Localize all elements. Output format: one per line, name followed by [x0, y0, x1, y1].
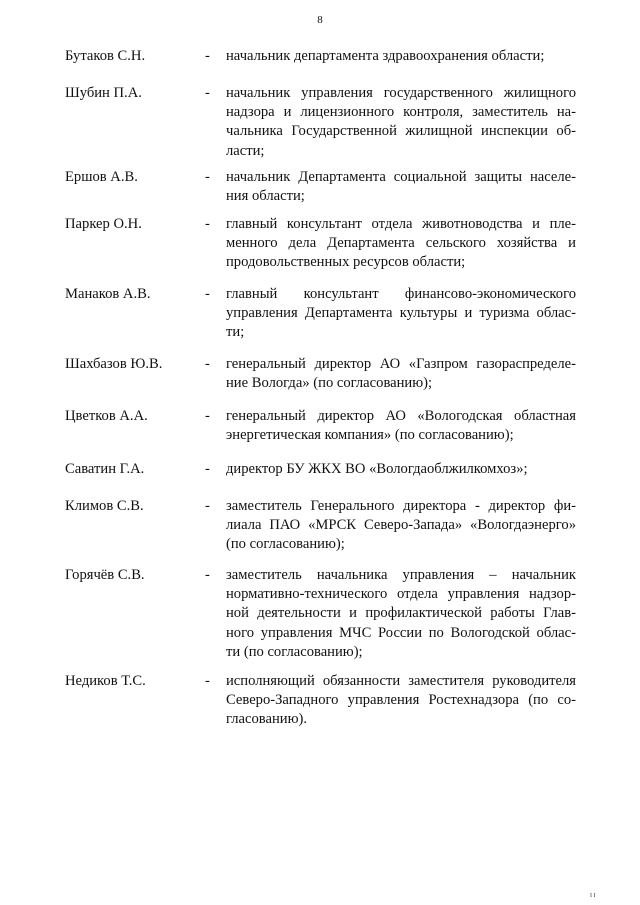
role-line: ния области;: [226, 188, 305, 205]
entry-dash: -: [205, 408, 210, 424]
role-line: ние Вологда» (по согласованию);: [226, 375, 433, 392]
entry-dash: -: [205, 48, 210, 64]
member-name: Шахбазов Ю.В.: [65, 356, 163, 372]
entry-dash: -: [205, 461, 210, 477]
member-role: [226, 168, 576, 206]
role-line: менного дела Департамента сельского хозяйства и: [226, 235, 576, 252]
member-name: Манаков А.В.: [65, 286, 151, 302]
role-line: ного управления МЧС России по Вологодской облас-: [226, 624, 576, 641]
member-role: [226, 672, 576, 730]
role-line: ти;: [226, 324, 245, 341]
member-role: [226, 47, 576, 66]
entry-dash: -: [205, 286, 210, 302]
role-line: управления Департамента культуры и туризма облас-: [226, 305, 576, 322]
role-line: начальник департамента здравоохранения области;: [226, 48, 545, 64]
role-line: гласованию).: [226, 711, 307, 728]
entry-dash: -: [205, 356, 210, 372]
entry-dash: -: [205, 567, 210, 583]
member-role: [226, 355, 576, 393]
member-name: Ершов А.В.: [65, 169, 138, 185]
page-number: 8: [317, 14, 323, 26]
corner-mark: I I: [590, 893, 596, 899]
member-name: Горячёв С.В.: [65, 567, 145, 583]
role-line: директор БУ ЖКХ ВО «Вологдаоблжилкомхоз»;: [226, 461, 528, 477]
member-role: [226, 497, 576, 555]
entry-dash: -: [205, 216, 210, 232]
member-role: [226, 285, 576, 343]
role-line: (по согласованию);: [226, 536, 345, 553]
role-line: генеральный директор АО «Газпром газораспределе-: [226, 356, 576, 372]
role-line: энергетическая компания» (по согласованию);: [226, 427, 514, 444]
member-name: Саватин Г.А.: [65, 461, 145, 477]
role-line: ной деятельности и профилактической работы Глав-: [226, 605, 576, 622]
role-line: лиала ПАО «МРСК Северо-Запада» «Вологдаэнерго»: [226, 517, 576, 534]
member-name: Цветков А.А.: [65, 408, 148, 424]
member-role: [226, 215, 576, 273]
entry-dash: -: [205, 673, 210, 689]
member-name: Недиков Т.С.: [65, 673, 146, 689]
member-name: Бутаков С.Н.: [65, 48, 146, 64]
member-role: [226, 566, 576, 662]
role-line: Северо-Западного управления Ростехнадзора (по со-: [226, 692, 576, 709]
member-role: [226, 460, 576, 479]
entry-dash: -: [205, 85, 210, 101]
role-line: генеральный директор АО «Вологодская областная: [226, 408, 576, 424]
role-line: главный консультант финансово-экономического: [226, 286, 576, 302]
member-role: [226, 407, 576, 445]
member-name: Паркер О.Н.: [65, 216, 142, 232]
member-name: Климов С.В.: [65, 498, 144, 514]
role-line: исполняющий обязанности заместителя руководителя: [226, 673, 576, 689]
role-line: начальник Департамента социальной защиты населе-: [226, 169, 576, 185]
role-line: заместитель Генерального директора - директор фи-: [226, 498, 576, 514]
entry-dash: -: [205, 498, 210, 514]
role-line: начальник управления государственного жилищного: [226, 85, 576, 101]
entry-dash: -: [205, 169, 210, 185]
member-name: Шубин П.А.: [65, 85, 142, 101]
role-line: продовольственных ресурсов области;: [226, 254, 466, 271]
role-line: ти (по согласованию);: [226, 643, 363, 660]
role-line: ласти;: [226, 142, 265, 159]
member-role: [226, 84, 576, 161]
role-line: чальника Государственной жилищной инспекции об-: [226, 123, 576, 140]
role-line: заместитель начальника управления – начальник: [226, 567, 576, 583]
role-line: главный консультант отдела животноводства и пле-: [226, 216, 576, 232]
role-line: нормативно-технического отдела управления надзор-: [226, 586, 576, 603]
role-line: надзора и лицензионного контроля, заместитель на-: [226, 104, 576, 121]
